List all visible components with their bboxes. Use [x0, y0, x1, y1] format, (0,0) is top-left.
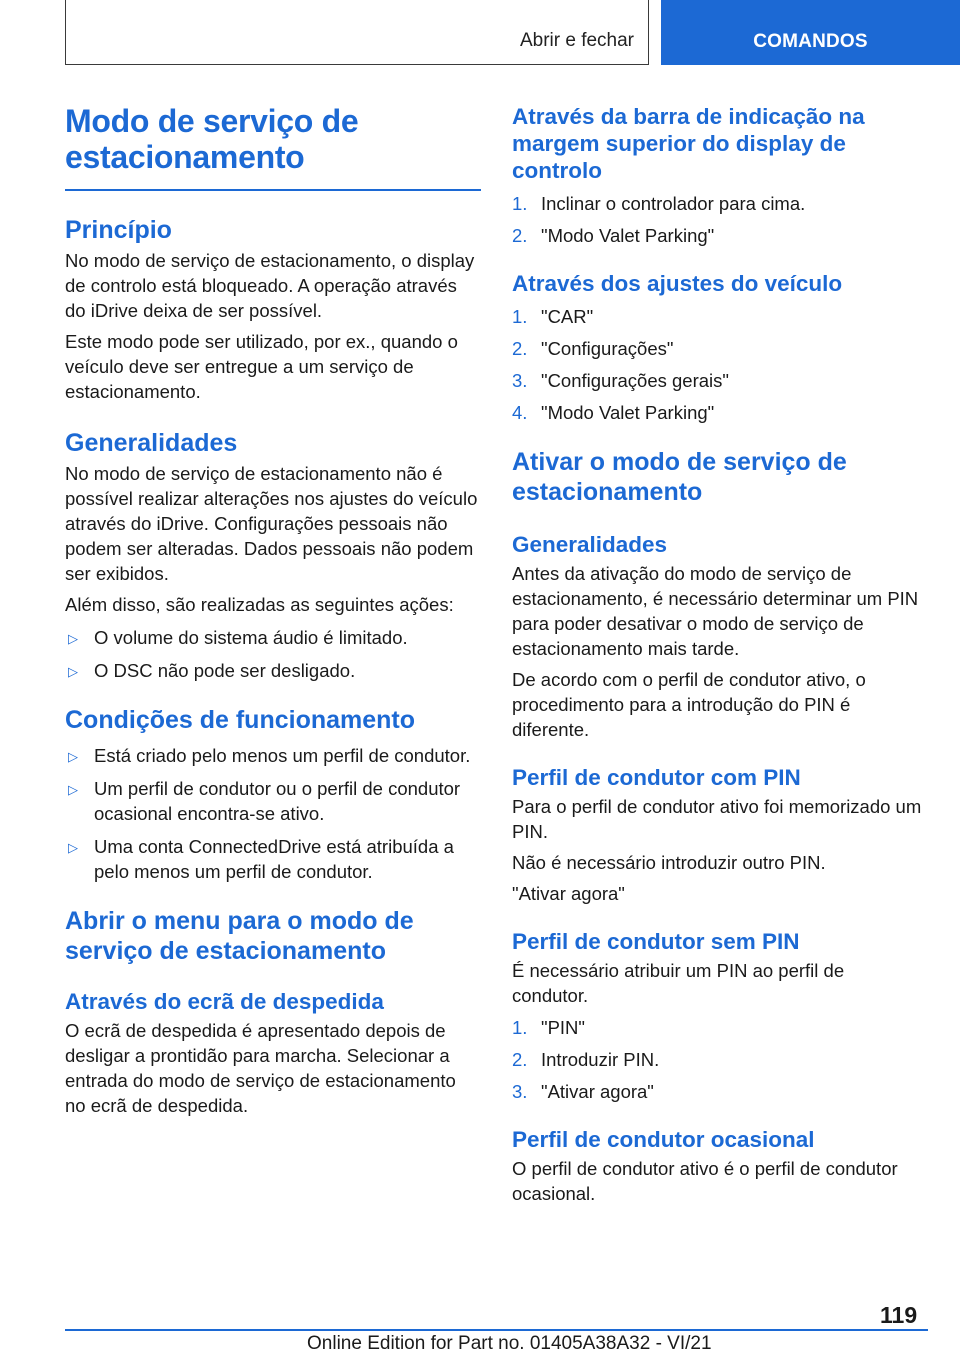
list-item: ▷ O DSC não pode ser desligado.: [65, 658, 481, 683]
heading-perfil-ocasional: Perfil de condutor ocasional: [512, 1127, 815, 1152]
list-item: ▷ Está criado pelo menos um perfil de condutor.: [65, 743, 481, 768]
list-item: ▷ Um perfil de condutor ou o perfil de condutor ocasional encontra-se ativo.: [68, 777, 461, 824]
heading-ajustes-veiculo: Através dos ajustes do veículo: [512, 271, 843, 296]
principio-paragraph-2: Este modo pode ser utilizado, por ex., quando o veículo deve ser entregue a um serviço de estacionamento.: [65, 330, 458, 402]
page-title: Modo de serviço de estacionamento: [65, 103, 359, 175]
triangle-bullet-icon: ▷: [68, 663, 78, 679]
ocasional-paragraph: O perfil de condutor ativo é o perfil de condutor ocasional.: [512, 1158, 898, 1204]
heading-condicoes: Condições de funcionamento: [65, 705, 416, 734]
title-rule: [65, 189, 481, 191]
sem-pin-paragraph-1: É necessário atribuir um PIN ao perfil de condutor.: [512, 960, 845, 1006]
ativar-generalidades-paragraph-1: Antes da ativação do modo de serviço de estacionamento, é necessário determinar um PIN para poder desativar o modo de serviço de estacionamento mais tarde.: [512, 563, 919, 659]
heading-generalidades: Generalidades: [65, 428, 238, 457]
footer-rule: [65, 1329, 928, 1331]
heading-perfil-com-pin: Perfil de condutor com PIN: [512, 765, 801, 790]
footer-edition-text: Online Edition for Part no. 01405A38A32 - VI/21: [307, 1333, 712, 1354]
triangle-bullet-icon: ▷: [68, 839, 78, 855]
step-item: 2. "Configurações": [512, 338, 674, 359]
step-item: 3. "Configurações gerais": [512, 370, 729, 391]
barra-steps: [512, 191, 924, 248]
generalidades-paragraph-1: No modo de serviço de estacionamento não é possível realizar alterações nos ajustes do veículo através do iDrive. Configurações pessoais não podem ser alteradas. Dados pessoais não podem ser exibidos.: [65, 462, 478, 584]
step-item: 4. "Modo Valet Parking": [512, 402, 715, 423]
triangle-bullet-icon: ▷: [68, 781, 78, 797]
header-section-box: [65, 0, 649, 65]
ajustes-steps: [512, 304, 924, 425]
right-column: [512, 103, 924, 1206]
condicoes-list: [65, 743, 481, 884]
heading-perfil-sem-pin: Perfil de condutor sem PIN: [512, 929, 800, 954]
heading-principio: Princípio: [65, 215, 172, 244]
header-chapter-label: COMANDOS: [753, 31, 868, 52]
heading-ativar-modo: Ativar o modo de serviço de estacionamento: [512, 448, 847, 506]
header-section-title: Abrir e fechar: [519, 30, 634, 51]
step-item: 2. "Modo Valet Parking": [512, 225, 715, 246]
step-item: 1. Inclinar o controlador para cima.: [512, 193, 806, 214]
left-column: [65, 103, 481, 1118]
generalidades-list: [65, 625, 481, 683]
triangle-bullet-icon: ▷: [68, 748, 78, 764]
step-item: 3. "Ativar agora": [512, 1081, 654, 1102]
com-pin-paragraph-3: "Ativar agora": [512, 883, 625, 904]
heading-ativar-generalidades: Generalidades: [512, 532, 668, 557]
principio-paragraph-1: No modo de serviço de estacionamento, o display de controlo está bloqueado. A operação através do iDrive deixa de ser possível.: [65, 249, 475, 321]
com-pin-paragraph-1: Para o perfil de condutor ativo foi memorizado um PIN.: [512, 796, 922, 842]
page-number: 119: [880, 1302, 918, 1328]
heading-barra-indicacao: Através da barra de indicação na margem superior do display de controlo: [512, 104, 865, 183]
header-chapter-tab: [661, 0, 960, 65]
step-item: 1. "PIN": [512, 1017, 585, 1038]
generalidades-paragraph-2: Além disso, são realizadas as seguintes ações:: [65, 593, 454, 615]
ativar-generalidades-paragraph-2: De acordo com o perfil de condutor ativo, o procedimento para a introdução do PIN é diferente.: [512, 669, 866, 740]
triangle-bullet-icon: ▷: [68, 630, 78, 646]
heading-abrir-menu: Abrir o menu para o modo de serviço de estacionamento: [65, 906, 414, 965]
step-item: 2. Introduzir PIN.: [512, 1049, 660, 1070]
list-item: ▷ Uma conta ConnectedDrive está atribuída a pelo menos um perfil de condutor.: [68, 835, 454, 882]
heading-ecra-despedida: Através do ecrã de despedida: [65, 988, 384, 1014]
step-item: 1. "CAR": [512, 306, 594, 327]
ecra-despedida-paragraph: O ecrã de despedida é apresentado depois de desligar a prontidão para marcha. Selecionar a entrada do modo de serviço de estacionamento no ecrã de despedida.: [65, 1019, 456, 1116]
list-item: ▷ O volume do sistema áudio é limitado.: [65, 625, 481, 650]
com-pin-paragraph-2: Não é necessário introduzir outro PIN.: [512, 852, 826, 873]
sem-pin-steps: [512, 1015, 924, 1104]
